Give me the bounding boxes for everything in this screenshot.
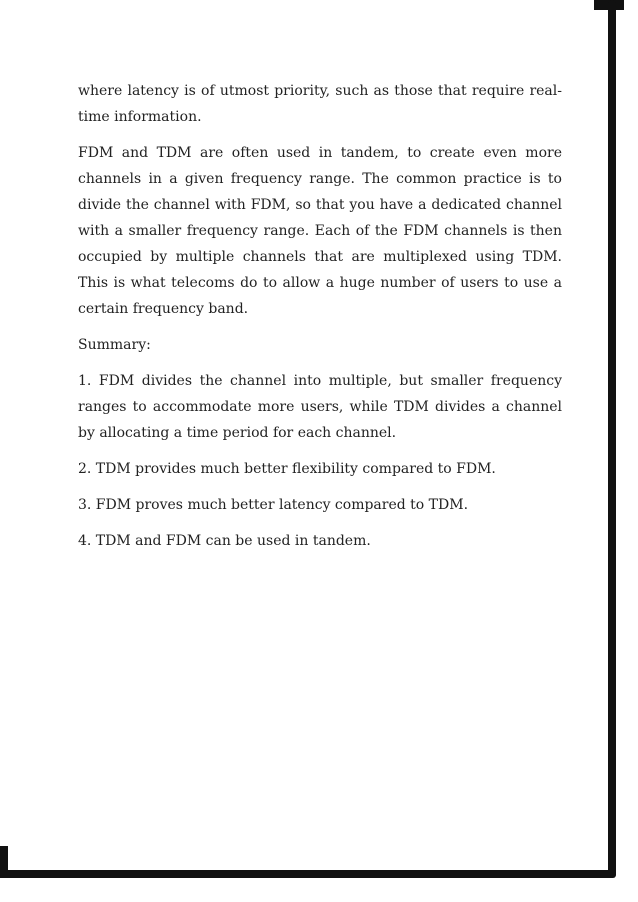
- document-body: [78, 78, 562, 564]
- paragraph-latency: where latency is of utmost priority, such as those that require real-time information.: [78, 83, 562, 125]
- page-border-right: [608, 0, 616, 876]
- summary-heading: Summary:: [78, 337, 151, 353]
- paragraph-tandem: FDM and TDM are often used in tandem, to create even more channels in a given frequency range. The common practice is to divide the channel with FDM, so that you have a dedicated channel with a smaller frequency range. Each of the FDM channels is then occupied by multiple channels that are multiplexed using TDM. This is what telecoms do to allow a huge number of users to use a certain frequency band.: [78, 145, 562, 317]
- summary-item-4: 4. TDM and FDM can be used in tandem.: [78, 533, 371, 549]
- summary-item-1: 1. FDM divides the channel into multiple, but smaller frequency ranges to accommodate more users, while TDM divides a channel by allocating a time period for each channel.: [78, 373, 562, 441]
- summary-item-3: 3. FDM proves much better latency compared to TDM.: [78, 497, 469, 513]
- summary-item-2: 2. TDM provides much better flexibility compared to FDM.: [78, 461, 496, 477]
- page-border-left: [0, 846, 8, 878]
- page-border-bottom: [0, 870, 616, 878]
